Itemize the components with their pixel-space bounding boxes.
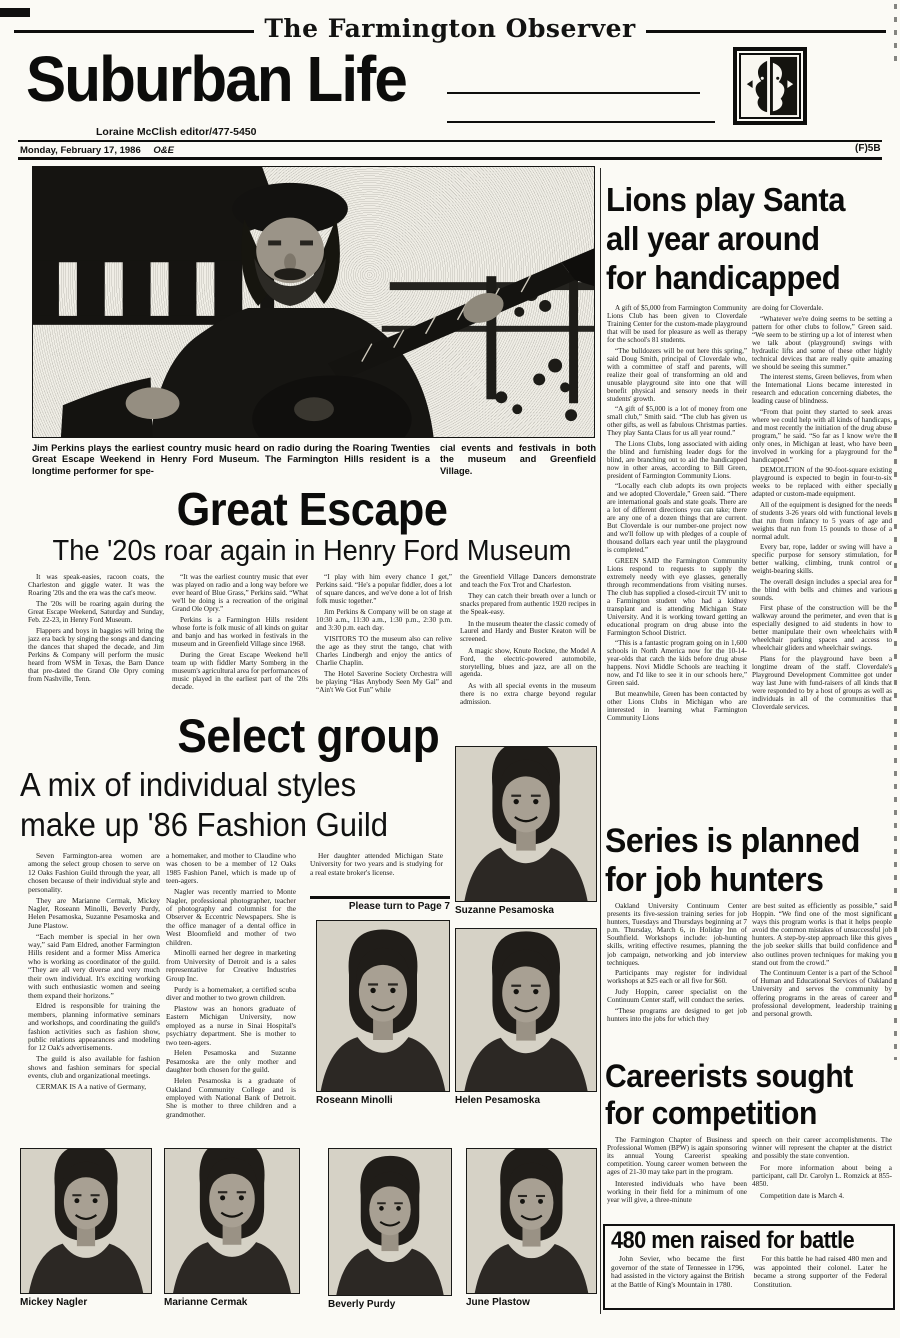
editor-line: Loraine McClish editor/477-5450 — [96, 126, 257, 138]
careerists-col1: The Farmington Chapter of Business and Professional Women (BPW) is again sponsoring its annual Young Careerist speaking competition. Young career women between the ages of 21-30 may take part in the program. Interested individuals who have been working in their field for a minimum of one year will give, a three-minute — [607, 1136, 747, 1205]
observer-eccentric-two-faces-icon — [739, 53, 801, 119]
person-bust-icon — [164, 1148, 300, 1294]
dateline-date: Monday, February 17, 1986 — [20, 145, 141, 156]
great-escape-col1: It was speak-easies, racoon coats, the Charleston and giggle water. It was the Roaring '20s and the era was the cat's meow. The '20s will be roaring again during the Great Escape Weekend, Saturday and Sunday, Feb. 22-23, in Henry Ford Museum. Flappers and boys in baggies will bring the jazz era back by singing the songs and dancing the dances that shaped the decade, and Jim Perkins & Company will perform the music heard from WSM in Texas, the Barn Dance that pre-dated the Grand Ole Opry coming from Nashville, Tenn. — [28, 574, 164, 683]
turn-note-rule — [310, 896, 450, 899]
portrait-caption: Suzanne Pesamoska — [455, 905, 554, 916]
great-escape-col4: the Greenfield Village Dancers demonstrate and teach the Fox Trot and Charleston. They can catch their breath over a lunch or snacks prepared from authentic 1920 recipes in the Speak-easy. In the museum theater the classic comedy of Laurel and Hardy and Buster Keaton will be screened. A magic show, Knute Rockne, the Model A Ford, the electric-powered automobile, storytelling, blues and jazz, are all on the agenda. As with all special events in the museum there is no extra charge beyond regular admission. — [460, 574, 596, 706]
select-group-headline-text: Select group — [177, 709, 439, 762]
masthead — [14, 14, 886, 43]
scan-marks-right-edge — [894, 420, 897, 1060]
person-bust-icon — [455, 746, 597, 902]
section-title-text: Suburban Life — [26, 43, 406, 115]
fashion-col1: Seven Farmington-area women are among the select group chosen to serve on 12 Oaks Fashion Guild through the year, all chosen because of their individual style and personality. They are Marianne Cermak, Mickey Nagler, Roseann Minolli, Beverly Purdy, Helen Pesamoska, Suzanne Pesamoska and June Plastow. “Each member is special in her own way,” said Pam Eldred, another Farmington Hills resident and a former Miss America who is working as coordinator of the guild. “They are all very diverse and very much their own individual. It's exciting working with such enthusiastic women and seeing them expand their horizons.” Eldred is responsible for training the members, planning informative seminars and workshops, and coordinating the guild's fashion activities such as fashion show, public relations appearances and modeling for 12 Oak's advertisements. The guild is also available for fashion shows and fashion seminars for special events, club and organizational meetings. CERMAK IS A a native of Germany, — [28, 852, 160, 1092]
portrait-beverly-purdy — [328, 1148, 452, 1310]
photo-jim-perkins — [32, 166, 595, 438]
fashion-subhead-line2 — [20, 806, 412, 844]
battle-headline-text: 480 men raised for battle — [611, 1227, 855, 1254]
lions-headline — [606, 180, 898, 297]
page-number: (F)5B — [855, 143, 881, 154]
lions-headline-line3: for handicapped — [606, 259, 841, 296]
person-bust-icon — [316, 920, 450, 1092]
portrait-caption: Helen Pesamoska — [455, 1095, 541, 1106]
series-col2: are best suited as efficiently as possible,” said Hoppin. “We find one of the most significant ways this program works is that it helps people avoid the common mistakes of unsuccessful job hunters. A step-by-step approach like this gives the job seeker skills that build confidence and also outlines proven techniques for making you stand out from the crowd.” The Continuum Center is a part of the School of Human and Educational Services of Oakland University and serves the community by offering programs in the areas of career and professional development, leadership training and personal growth. — [752, 902, 892, 1018]
battle-headline — [611, 1228, 887, 1254]
fashion-subhead-line2-text: make up '86 Fashion Guild — [20, 806, 389, 843]
photo-caption-col2: cial events and festivals in both the museum and Greenfield Village. — [440, 443, 596, 476]
title-rule-1 — [447, 92, 700, 94]
lions-headline-line2: all year around — [606, 220, 820, 257]
portrait-suzanne-pesamoska — [455, 746, 597, 916]
photo-caption-col1: Jim Perkins plays the earliest country music heard on radio during the Roaring Twenties Great Escape Weekend in Henry Ford Museum. The Farmington Hills resident is a longtime performer for spe- — [32, 443, 430, 476]
careerists-headline-line1: Careerists sought — [605, 1058, 853, 1094]
title-rule-2 — [447, 121, 715, 123]
newspaper-name: The Farmington Observer — [264, 14, 636, 43]
person-bust-icon — [466, 1148, 597, 1294]
turn-note: Please turn to Page 7 — [348, 901, 450, 912]
great-escape-subhead-text: The '20s roar again in Henry Ford Museum — [52, 535, 572, 567]
masthead-rule-right — [646, 30, 886, 33]
dateline-oe: O&E — [153, 145, 174, 156]
portrait-june-plastow — [466, 1148, 597, 1308]
fashion-subhead-line1 — [20, 766, 378, 804]
lions-headline-line1: Lions play Santa — [606, 181, 845, 218]
battle-body — [611, 1255, 887, 1289]
header-rule-upper — [18, 140, 882, 142]
fashion-subhead-line1-text: A mix of individual styles — [20, 766, 357, 803]
careerists-headline — [605, 1058, 897, 1132]
portrait-caption: Mickey Nagler — [20, 1297, 88, 1308]
dateline — [20, 145, 174, 156]
portrait-helen-pesamoska — [455, 928, 597, 1106]
column-divider — [600, 168, 601, 1314]
lions-col2: are doing for Cloverdale. “Whatever we're doing seems to be setting a pattern for other clubs to follow,” Green said. “We seem to be stirring up a lot of interest when we talk about (playground) swings with hydraulic lifts and some of these other highly technical devices that are really quite amazing we should be seeing this summer.” The interest stems, Green believes, from when the International Lions became interested in research and education concerning diabetes, the leading cause of blindness. “From that point they started to seek areas where we could help with all kinds of handicaps, and most recently the initiation of the drug abuse program,” he said. “So far as I know we're the only ones, in Michigan at least, who have been involved in working for a playground for the handicapped.” DEMOLITION of the 90-foot-square existing playground is expected to begin in four-to-six weeks to be replaced with either specially adapted or custom-made equipment. All of the equipment is designed for the needs of students 3-26 years old with functional levels that run from infancy to 5 years of age and weights that run from 15 pounds to those of a normal adult. Every bar, rope, ladder or swing will have a specific purpose for sensory stimulation, for better walking, climbing, trunk control or weight-bearing skills. The overall design includes a special area for the blind with bells and chimes and various sounds. First phase of the construction will be the walkway around the perimeter, and even that is especially designed to aid students in how to better manipulate their own wheelchairs with wheelchair parking spaces and access to wheelchair gliders and wheelchair swings. Plans for the playground have been a longtime dream of the staff. Cloverdale's Playground Development Committee got under way last June with fund-raisers of all kinds that were responded to by a host of groups as well as individuals in all of the communities that Cloverdale services. — [752, 304, 892, 711]
person-bust-icon — [328, 1148, 452, 1296]
battle-col1: John Sevier, who became the first governor of the state of Tennessee in 1796, had assisted in the victory against the British at the Battle of King's Mountain in 1780. — [611, 1255, 745, 1289]
great-escape-subhead — [28, 535, 596, 568]
scan-marks-right-edge — [894, 4, 897, 62]
great-escape-col2: “It was the earliest country music that ever was played on radio and a long way before we ever heard of Blue Grass,” Perkins said. “What we'll be doing is a recreation of the original Grand Ole Opry.” Perkins is a Farmington Hills resident whose forte is folk music of all kinds on guitar and banjo and has worked in festivals in the museum and in Greenfield Village since 1968. During the Great Escape Weekend he'll team up with fiddler Marty Somberg in the museum's agricultural area for performances of music played in the earliest part of the '20s decade. — [172, 574, 308, 691]
header-rule-lower — [18, 157, 882, 160]
careerists-headline-line2: for competition — [605, 1095, 817, 1131]
portrait-caption: June Plastow — [466, 1297, 530, 1308]
portrait-roseann-minolli — [316, 920, 450, 1106]
battle-col2: For this battle he had raised 480 men and was appointed their colonel. Later he became a strong supporter of the Federal Constitution. — [753, 1255, 887, 1289]
jim-perkins-guitar-illustration — [33, 167, 594, 437]
person-bust-icon — [455, 928, 597, 1092]
portrait-marianne-cermak — [164, 1148, 300, 1308]
great-escape-col3: “I play with him every chance I get,” Perkins said. “He's a popular fiddler, does a lot of square dances, and we've done a lot of Irish folk music together.” Jim Perkins & Company will be on stage at 10:30 a.m., 11:30 a.m., 1:30 p.m., 2:30 p.m. and 3:30 p.m. each day. VISITORS TO the museum also can relive the age as they strut the tango, chat with Charles Lindbergh and enjoy the antics of Charlie Chaplin. The Hotel Saverine Society Orchestra will be playing “Has Anybody Seen My Gal” and “Ain't We Got Fun” while — [316, 574, 452, 695]
portrait-caption: Beverly Purdy — [328, 1299, 396, 1310]
series-headline-line2: for job hunters — [605, 861, 824, 899]
fashion-col2: a homemaker, and mother to Claudine who was chosen to be a member of 12 Oaks 1985 Fashion Panel, which is made up of teen-agers. Nagler was recently married to Monte Nagler, professional photographer, teacher of photography and columnist for the Observer & Eccentric Newspapers. She is the office manager of a dental office in West Bloomfield and mother of two children. Minolli earned her degree in marketing from University of Detroit and is a sales representative for Creative Industries Group Inc. Purdy is a homemaker, a certified scuba diver and mother to two grown children. Plastow was an honors graduate of Eastern Michigan University, now employed as a nurse in Sinai Hospital's psychiatry department. She is mother to two teen-agers. Helen Pesamoska and Suzanne Pesamoska are the only mother and daughter both chosen for the guild. Helen Pesamoska is a graduate of Oakland Community College and is employed with National Bank of Detroit. She is mother to three children and a grandmother. — [166, 852, 296, 1119]
person-bust-icon — [20, 1148, 152, 1294]
great-escape-headline-text: Great Escape — [176, 483, 448, 535]
portrait-mickey-nagler — [20, 1148, 152, 1308]
battle-article-box — [603, 1224, 895, 1310]
careerists-col2: speech on their career accomplishments. The winner will represent the chapter at the district and possibly the state convention. For more information about being a participant, call Dr. Carolyn L. Romzick at 855-4850. Competition date is March 4. — [752, 1136, 892, 1200]
series-headline — [605, 822, 897, 900]
observer-logo-box — [733, 47, 807, 125]
lions-col1: A gift of $5,000 from Farmington Community Lions Club has been given to Cloverdale Training Center for the custom-made playground that will be used for pleasure as well as therapy for the school's 81 students. “The bulldozers will be out here this spring,” said Doug Smith, principal of Cloverdale who, with a committee of staff and parents, will realize their goal of transforming an old and unusable playground site into one that will benefit physical and sensory needs in their students' growth. “A gift of $5,000 is a lot of money from one small club,” Smith said. “The club has given us other gifts, as well as fabulous Christmas parties. They play Santa Claus for us all year round.” The Lions Clubs, long associated with aiding the blind and furnishing leader dogs for the blind, are branching out to aid the handicapped now in other areas, according to Bill Green, president of Farmington Community Lions. “Locally each club adopts its own projects and we adopted Cloverdale,” Green said. “There are international goals and state goals. There are a lot of different directions you can take; there are any one of a dozen things that are current. But Cloverdale is our number-one project now and we'll follow up with pledges of a couple of thousand dollars each year until the playground is completed.” GREEN SAID the Farmington Community Lions respond to requests to supply the extremely needy with eye glasses, generally through recommendations from visiting nurses. The club has supplied a closed-circuit TV unit to a Farmington student who had a kidney transplant and is attending Michigan State University. And it is working toward getting an educational program on drug abuse into the Farmington School District. “This is a fantastic program going on in 1,600 schools in North America now for the 10-14-year-olds that catch the kids before drug abuse happens. Novi Middle Schools are teaching it now, and I'd like to see it in our schools here,” Green said. But meanwhile, Green has been contacted by other Lions Clubs in Michigan who are interested in learning what Farmington Community Lions — [607, 304, 747, 722]
great-escape-headline — [28, 482, 596, 536]
portrait-caption: Marianne Cermak — [164, 1297, 248, 1308]
masthead-rule-left — [14, 30, 254, 33]
series-headline-line1: Series is planned — [605, 822, 860, 860]
portrait-caption: Roseann Minolli — [316, 1095, 393, 1106]
section-title — [26, 42, 430, 116]
fashion-col3: Her daughter attended Michigan State University for two years and is studying for a real estate broker's license. — [310, 852, 443, 877]
series-col1: Oakland University Continuum Center presents its five-session training series for job hunters, Tuesdays and Thursdays beginning at 7 p.m. Thursday, March 6, in Holiday Inn of Southfield. Workshops include: job-hunting skills, writing effective resumes, planning the job campaign, networking and job interview techniques. Participants may register for individual workshops at $25 each or all five for $60. Judy Hoppin, career specialist on the Continuum Center staff, will conduct the series. “These programs are designed to get job hunters into the jobs for which they — [607, 902, 747, 1023]
